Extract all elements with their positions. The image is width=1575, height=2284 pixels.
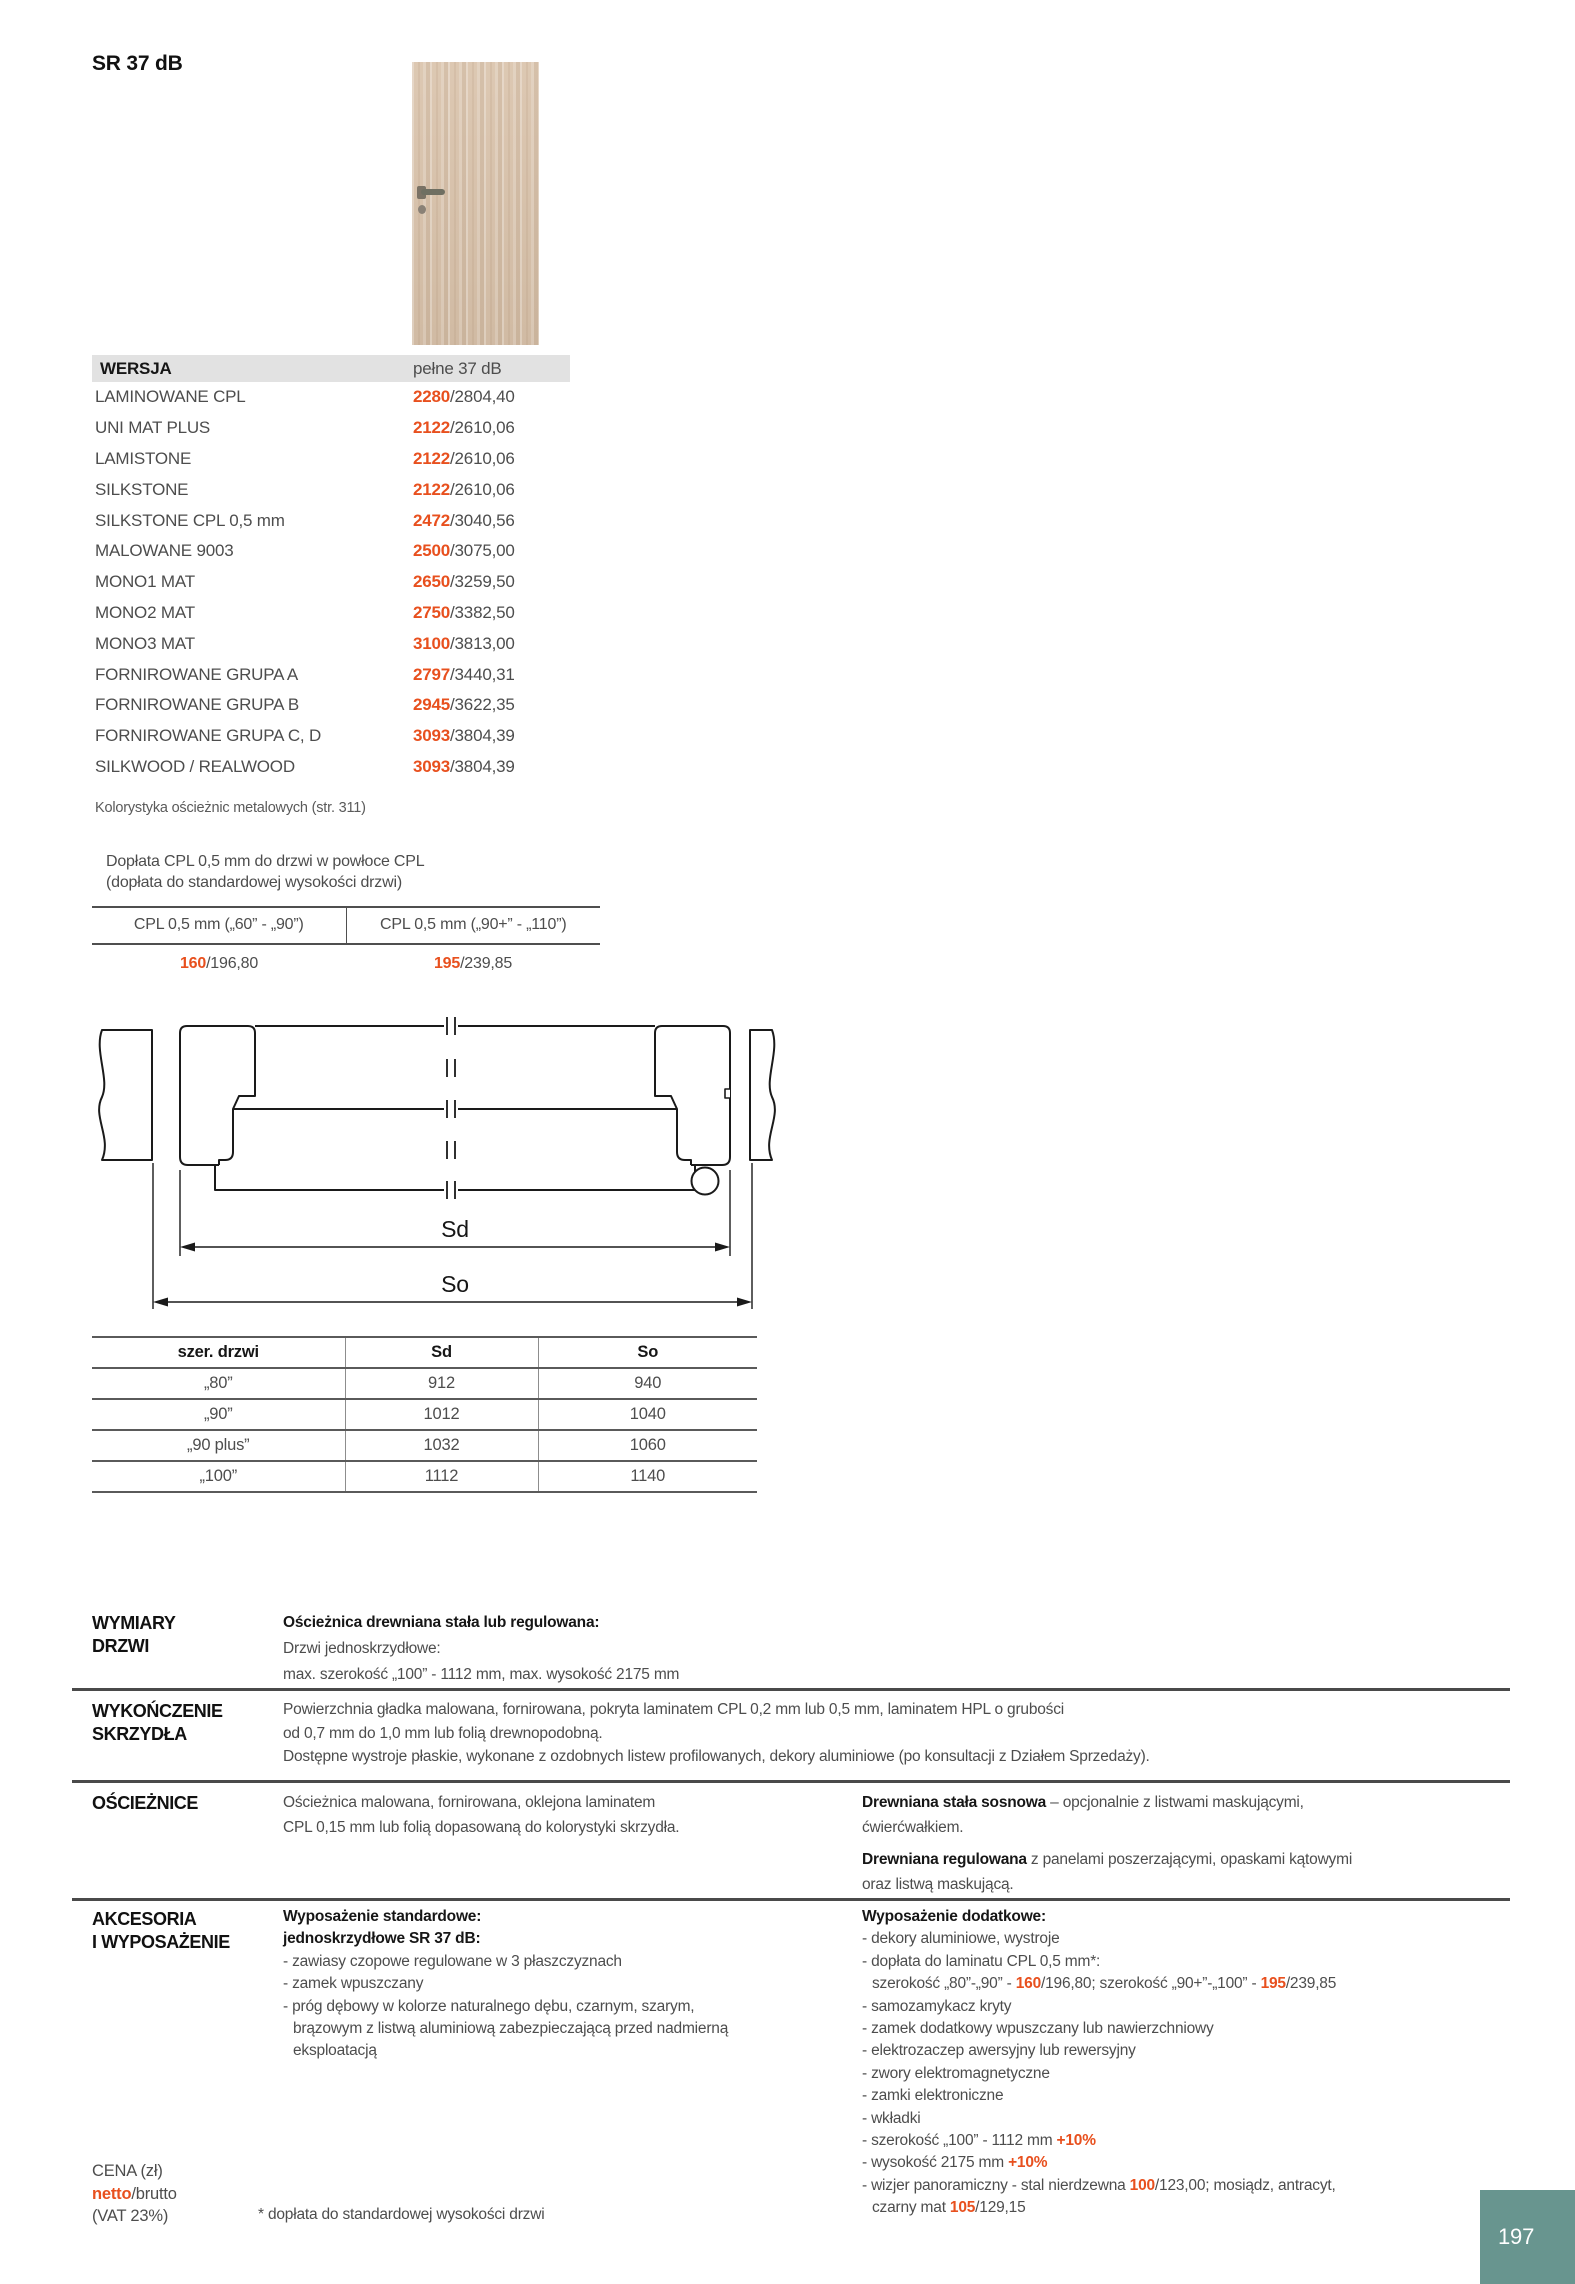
frame-colors-note: Kolorystyka ościeżnic metalowych (str. 311): [95, 800, 366, 816]
section-body-oscieznice: Ościeżnica malowana, fornirowana, oklejona laminatem CPL 0,15 mm lub folią dopasowaną do kolorystyki skrzydła.: [283, 1794, 680, 1836]
wall-right: [750, 1030, 775, 1160]
dim-label-sd: Sd: [441, 1216, 469, 1242]
section-body-wymiary: Ościeżnica drewniana stała lub regulowana: Drzwi jednoskrzydłowe: max. szerokość „100” - 1112 mm, max. wysokość 2175 mm: [283, 1614, 680, 1683]
list-item: - wizjer panoramiczny - stal nierdzewna 100/123,00; mosiądz, antracyt, czarny mat 105/129,15: [862, 2176, 1336, 2217]
version-header-label: WERSJA: [100, 358, 172, 378]
dims-header-row: [92, 1337, 757, 1368]
section-label-akcesoria: AKCESORIA I WYPOSAŻENIE: [92, 1909, 230, 1952]
list-item: - zamki elektroniczne: [862, 2087, 1004, 2105]
list-item: - dekory aluminiowe, wystroje: [862, 1930, 1060, 1948]
section-divider: [72, 1688, 1510, 1691]
door-photo: [412, 62, 539, 345]
surcharge-title-line2: (dopłata do standardowej wysokości drzwi): [106, 874, 402, 891]
list-item: - elektrozaczep awersyjny lub rewersyjny: [862, 2042, 1136, 2060]
page-title: SR 37 dB: [92, 52, 183, 75]
table-row: „100” 1112 1140: [92, 1461, 757, 1492]
table-row: FORNIROWANE GRUPA B 2945/3622,35: [95, 695, 515, 715]
standard-items: [283, 1951, 753, 2063]
table-row: „80” 912 940: [92, 1368, 757, 1399]
list-item: szerokość „80”-„90” - 160/196,80; szerokość „90+”-„100” - 195/239,85: [872, 1975, 1337, 1993]
table-row: MONO1 MAT 2650/3259,50: [95, 572, 515, 592]
list-item: - wkładki: [862, 2109, 921, 2127]
table-row: LAMISTONE 2122/2610,06: [95, 448, 515, 468]
wall-left: [99, 1030, 152, 1160]
additional-equipment: Wyposażenie dodatkowe: - dekory aluminiowe, wystroje - dopłata do laminatu CPL 0,5 mm*: szerokość „80”-„90” - 160/196,80; szerokość „90+”-„100” - 195/239,85 - samozamykacz kryty - zamek dodatkowy wpuszczany lub nawierzchniowy - elektrozaczep awersyjny lub rewersyjny - zwory elektromagnetyczne - zamki elektroniczne - wkładki - szerokość „100” - 1112 mm +10% - wysokość 2175 mm +10% - wizjer panoramiczny - stal nierdzewna 100/123,00; mosiądz, antracyt, czarny mat 105/129,15: [862, 1906, 1362, 2220]
section-divider: [72, 1898, 1510, 1901]
list-item: - zwory elektromagnetyczne: [862, 2064, 1050, 2082]
surcharge-header-row: [92, 906, 600, 945]
door-keyhole: [418, 205, 426, 214]
price-note-line3: (VAT 23%): [92, 2207, 169, 2225]
section-divider: [72, 1780, 1510, 1783]
list-item: - próg dębowy w kolorze naturalnego dębu, czarnym, szarym, brązowym z listwą aluminiową zabezpieczającą przed nadmierną eksploatacją: [283, 1997, 729, 2060]
page-number-badge: [1480, 2190, 1575, 2284]
section-label-oscieznice: OŚCIEŻNICE: [92, 1793, 199, 1813]
section-label-wykonczenie: WYKOŃCZENIE SKRZYDŁA: [92, 1701, 223, 1744]
table-row: MONO2 MAT 2750/3382,50: [95, 602, 515, 622]
dims-rows: [92, 1368, 757, 1492]
frame-profile-right: [655, 1026, 730, 1165]
surcharge-title-line1: Dopłata CPL 0,5 mm do drzwi w powłoce CPL: [106, 853, 425, 870]
frame-type-adjustable: Drewniana regulowana z panelami poszerzającymi, opaskami kątowymi oraz listwą maskującą.: [862, 1851, 1353, 1893]
price-note: [92, 2160, 177, 2228]
wersja-rows: [92, 382, 570, 782]
width-dimensions-table: [92, 1336, 757, 1493]
version-price-table: [92, 355, 570, 782]
dims-header-width: szer. drzwi: [92, 1337, 345, 1368]
table-row: SILKSTONE CPL 0,5 mm 2472/3040,56: [95, 510, 515, 530]
table-row: SILKWOOD / REALWOOD 3093/3804,39: [95, 756, 515, 776]
table-row: FORNIROWANE GRUPA C, D 3093/3804,39: [95, 726, 515, 746]
dims-header-so: So: [538, 1337, 757, 1368]
surcharge-col1-header: CPL 0,5 mm („60” - „90”): [133, 916, 304, 933]
footnote: * dopłata do standardowej wysokości drzwi: [258, 2206, 545, 2223]
section-label-wymiary: WYMIARY DRZWI: [92, 1613, 176, 1656]
price-note-line1: CENA (zł): [92, 2162, 163, 2180]
list-item: - samozamykacz kryty: [862, 1997, 1012, 2015]
list-item: - zawiasy czopowe regulowane w 3 płaszczyznach: [283, 1952, 622, 1970]
surcharge-value: 195/239,85: [433, 955, 513, 972]
list-item: - wysokość 2175 mm +10%: [862, 2154, 1048, 2172]
version-table-header: [92, 355, 570, 382]
section-body-wykonczenie: Powierzchnia gładka malowana, fornirowana, pokryta laminatem CPL 0,2 mm lub 0,5 mm, laminatem HPL o grubości od 0,7 mm do 1,0 mm lub folią drewnopodobną. Dostępne wystroje płaskie, wykonane z ozdobnych listew profilowanych, dekory aluminiowe (po konsultacji z Działem Sprzedaży).: [283, 1701, 1150, 1765]
list-item: - zamek wpuszczany: [283, 1975, 424, 1993]
table-row: MALOWANE 9003 2500/3075,00: [95, 541, 515, 561]
surcharge-table: [92, 851, 600, 973]
table-row: MONO3 MAT 3100/3813,00: [95, 633, 515, 653]
surcharge-value: 160/196,80: [179, 955, 259, 972]
surcharge-col2-header: CPL 0,5 mm („90+” - „110”): [346, 908, 601, 943]
dim-label-so: So: [441, 1271, 469, 1297]
table-row: „90” 1012 1040: [92, 1399, 757, 1430]
section-right-oscieznice: [862, 1790, 1362, 1897]
additional-items: [862, 1928, 1362, 2219]
door-handle: [421, 189, 445, 195]
surcharge-values-row: [92, 945, 600, 973]
dims-header-sd: Sd: [345, 1337, 538, 1368]
table-row: SILKSTONE 2122/2610,06: [95, 479, 515, 499]
table-row: LAMINOWANE CPL 2280/2804,40: [95, 387, 515, 407]
list-item: - zamek dodatkowy wpuszczany lub nawierzchniowy: [862, 2020, 1214, 2038]
list-item: - szerokość „100” - 1112 mm +10%: [862, 2132, 1096, 2150]
frame-section-diagram: [92, 1013, 782, 1315]
page-number: 197: [1498, 2224, 1535, 2249]
frame-profile-left: [180, 1026, 255, 1165]
version-header-variant: pełne 37 dB: [413, 358, 502, 378]
standard-equipment: Wyposażenie standardowe: jednoskrzydłowe SR 37 dB: - zawiasy czopowe regulowane w 3 płaszczyznach - zamek wpuszczany - próg dębowy w kolorze naturalnego dębu, czarnym, szarym, brązowym z listwą aluminiową zabezpieczającą przed nadmierną eksploatacją: [283, 1906, 753, 2063]
table-row: UNI MAT PLUS 2122/2610,06: [95, 418, 515, 438]
table-row: „90 plus” 1032 1060: [92, 1430, 757, 1461]
seal-roller: [692, 1168, 719, 1195]
frame-type-fixed: Drewniana stała sosnowa – opcjonalnie z listwami maskującymi, ćwierćwałkiem.: [862, 1794, 1304, 1836]
list-item: - dopłata do laminatu CPL 0,5 mm*:: [862, 1952, 1101, 1970]
surcharge-title: [92, 851, 600, 893]
table-row: FORNIROWANE GRUPA A 2797/3440,31: [95, 664, 515, 684]
price-netto-brutto: netto/brutto: [92, 2184, 177, 2203]
